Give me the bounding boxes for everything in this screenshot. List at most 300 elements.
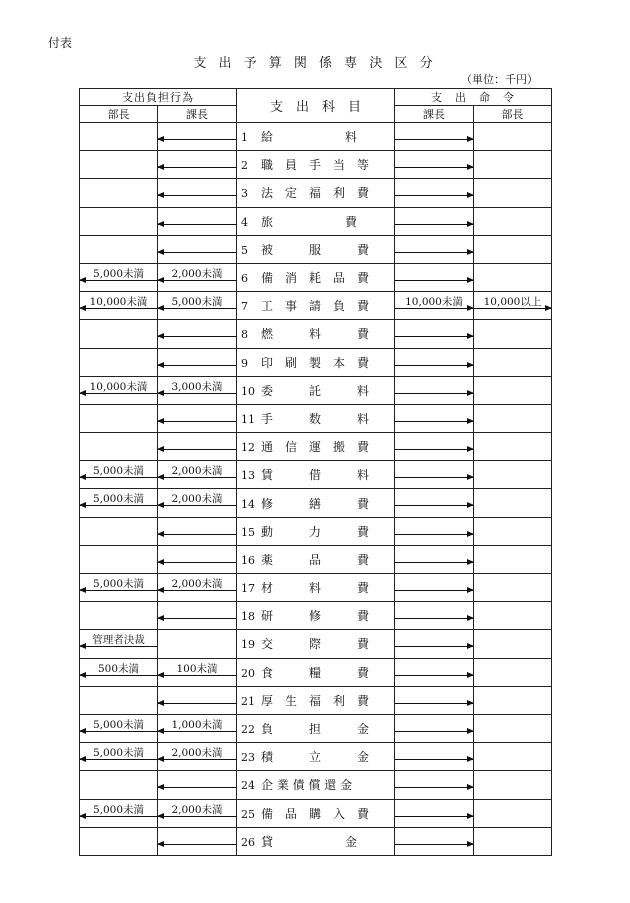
arrow-left-icon <box>158 477 236 478</box>
cell-right-kacho <box>395 602 474 630</box>
arrow-left-icon <box>158 505 236 506</box>
cell-left-bucho <box>80 151 158 179</box>
cell-left-kacho <box>158 433 237 461</box>
subject-number: 20 <box>241 666 255 680</box>
cell-right-bucho <box>474 714 552 742</box>
cell-right-kacho <box>395 461 474 489</box>
subject-number: 24 <box>241 779 255 793</box>
table-row <box>80 235 552 263</box>
arrow-left-icon <box>158 787 236 788</box>
threshold-label: 100未満 <box>176 662 218 675</box>
arrow-left-icon <box>158 421 236 422</box>
arrow-right-icon <box>395 365 473 366</box>
table-row <box>80 602 552 630</box>
cell-left-kacho <box>158 151 237 179</box>
cell-right-bucho <box>474 686 552 714</box>
cell-subject <box>237 461 395 489</box>
threshold-label: 5,000未満 <box>92 747 145 760</box>
threshold-label: 5,000未満 <box>92 803 145 816</box>
cell-right-bucho <box>474 743 552 771</box>
subject-name: 材 料 費 <box>261 581 370 596</box>
threshold-label: 5,000未満 <box>92 493 145 506</box>
cell-left-bucho <box>80 517 158 545</box>
cell-right-bucho <box>474 404 552 432</box>
arrow-left-icon <box>158 139 236 140</box>
cell-right-bucho <box>474 630 552 658</box>
cell-right-kacho <box>395 348 474 376</box>
header-left-kacho: 課長 <box>158 106 237 123</box>
arrow-right-icon <box>474 308 551 309</box>
cell-right-kacho <box>395 686 474 714</box>
cell-left-kacho <box>158 404 237 432</box>
cell-left-kacho <box>158 207 237 235</box>
subject-name: 研 修 費 <box>261 609 370 624</box>
cell-left-bucho <box>80 404 158 432</box>
cell-subject <box>237 207 395 235</box>
subject-name: 委 託 料 <box>261 383 370 398</box>
threshold-label: 10,000未満 <box>405 296 463 309</box>
cell-subject <box>237 263 395 291</box>
threshold-label: 500未満 <box>97 662 140 675</box>
subject-number: 1 <box>241 131 248 145</box>
arrow-left-icon <box>80 675 157 676</box>
arrow-right-icon <box>395 646 473 647</box>
arrow-left-icon <box>158 167 236 168</box>
table-row <box>80 433 552 461</box>
threshold-label: 10,000未満 <box>89 380 148 393</box>
arrow-left-icon <box>158 703 236 704</box>
cell-right-bucho <box>474 461 552 489</box>
cell-right-kacho <box>395 489 474 517</box>
arrow-right-icon <box>395 421 473 422</box>
subject-name: 薬 品 費 <box>261 552 370 567</box>
arrow-left-icon <box>80 759 157 760</box>
cell-left-bucho <box>80 489 158 517</box>
cell-subject <box>237 235 395 263</box>
cell-right-kacho <box>395 263 474 291</box>
cell-right-bucho <box>474 376 552 404</box>
cell-left-kacho <box>158 123 237 151</box>
table-row <box>80 771 552 799</box>
cell-subject <box>237 743 395 771</box>
cell-left-kacho <box>158 235 237 263</box>
cell-right-kacho <box>395 376 474 404</box>
subject-number: 5 <box>241 243 248 257</box>
page-title: 支 出 予 算 関 係 専 決 区 分 <box>193 56 437 71</box>
subject-name: 通 信 運 搬 費 <box>261 440 370 455</box>
arrow-left-icon <box>158 534 236 535</box>
cell-left-bucho <box>80 686 158 714</box>
arrow-left-icon <box>80 590 157 591</box>
arrow-right-icon <box>395 280 473 281</box>
arrow-left-icon <box>158 195 236 196</box>
arrow-left-icon <box>158 590 236 591</box>
table-row <box>80 404 552 432</box>
subject-name: 企 業 債 償 還 金 <box>261 778 353 793</box>
cell-right-bucho <box>474 517 552 545</box>
arrow-left-icon <box>80 308 157 309</box>
arrow-left-icon <box>158 759 236 760</box>
subject-number: 17 <box>241 582 255 596</box>
arrow-left-icon <box>158 336 236 337</box>
cell-right-kacho <box>395 574 474 602</box>
cell-right-bucho <box>474 574 552 602</box>
cell-right-kacho <box>395 123 474 151</box>
cell-left-bucho <box>80 799 158 827</box>
subject-name: 被 服 費 <box>261 242 370 257</box>
header-right-bucho: 部長 <box>474 106 552 123</box>
threshold-label: 5,000未満 <box>92 267 145 280</box>
cell-right-kacho <box>395 207 474 235</box>
cell-left-kacho <box>158 686 237 714</box>
cell-subject <box>237 348 395 376</box>
cell-subject <box>237 123 395 151</box>
cell-subject <box>237 799 395 827</box>
subject-name: 動 力 費 <box>261 524 370 539</box>
cell-subject <box>237 292 395 320</box>
arrow-right-icon <box>395 534 473 535</box>
cell-right-bucho <box>474 771 552 799</box>
header-expenditure-commitment: 支出負担行為 <box>80 89 237 106</box>
table-row <box>80 686 552 714</box>
threshold-label: 2,000未満 <box>171 493 223 506</box>
cell-subject <box>237 771 395 799</box>
cell-right-kacho <box>395 517 474 545</box>
arrow-left-icon <box>80 646 157 647</box>
subject-name: 負 担 金 <box>261 722 370 737</box>
cell-subject <box>237 433 395 461</box>
arrow-right-icon <box>395 787 473 788</box>
cell-right-bucho <box>474 602 552 630</box>
cell-right-bucho <box>474 433 552 461</box>
arrow-right-icon <box>395 167 473 168</box>
arrow-left-icon <box>158 393 236 394</box>
table-row <box>80 292 552 320</box>
threshold-label: 5,000未満 <box>92 465 145 478</box>
subject-name: 工 事 請 負 費 <box>261 299 370 314</box>
subject-name: 賃 借 料 <box>261 468 370 483</box>
cell-right-kacho <box>395 630 474 658</box>
cell-right-bucho <box>474 151 552 179</box>
header-subject: 支 出 科 目 <box>237 89 395 123</box>
cell-right-kacho <box>395 714 474 742</box>
cell-left-kacho <box>158 714 237 742</box>
cell-left-bucho <box>80 545 158 573</box>
cell-right-bucho <box>474 263 552 291</box>
subject-number: 13 <box>241 469 255 483</box>
cell-left-kacho <box>158 602 237 630</box>
table-row <box>80 123 552 151</box>
cell-subject <box>237 574 395 602</box>
cell-left-bucho <box>80 461 158 489</box>
cell-left-bucho <box>80 263 158 291</box>
arrow-left-icon <box>80 280 157 281</box>
subject-name: 印 刷 製 本 費 <box>261 355 370 370</box>
cell-right-bucho <box>474 179 552 207</box>
header-right-kacho: 課長 <box>395 106 474 123</box>
subject-number: 8 <box>241 328 248 342</box>
table-row <box>80 348 552 376</box>
arrow-right-icon <box>395 449 473 450</box>
subject-name: 厚 生 福 利 費 <box>261 693 370 708</box>
threshold-label: 5,000未満 <box>92 718 145 731</box>
arrow-left-icon <box>158 816 236 817</box>
cell-subject <box>237 179 395 207</box>
subject-number: 18 <box>241 610 255 624</box>
subject-name: 職 員 手 当 等 <box>261 158 370 173</box>
cell-left-bucho <box>80 827 158 855</box>
arrow-right-icon <box>395 139 473 140</box>
threshold-label: 2,000未満 <box>171 578 223 590</box>
table-row <box>80 320 552 348</box>
subject-number: 12 <box>241 441 255 455</box>
cell-right-bucho <box>474 489 552 517</box>
cell-left-bucho <box>80 771 158 799</box>
table-row <box>80 743 552 771</box>
arrow-left-icon <box>158 224 236 225</box>
arrow-right-icon <box>395 844 473 845</box>
table-row <box>80 263 552 291</box>
subject-number: 6 <box>241 272 248 286</box>
cell-left-kacho <box>158 799 237 827</box>
cell-left-kacho <box>158 461 237 489</box>
table-row <box>80 179 552 207</box>
arrow-left-icon <box>158 449 236 450</box>
cell-right-bucho <box>474 799 552 827</box>
cell-right-kacho <box>395 658 474 686</box>
cell-subject <box>237 630 395 658</box>
arrow-left-icon <box>158 844 236 845</box>
cell-right-kacho <box>395 743 474 771</box>
cell-subject <box>237 686 395 714</box>
cell-subject <box>237 376 395 404</box>
table-row <box>80 207 552 235</box>
threshold-label: 2,000未満 <box>171 747 223 760</box>
cell-right-bucho <box>474 658 552 686</box>
cell-left-kacho <box>158 574 237 602</box>
threshold-label: 5,000未満 <box>171 296 223 309</box>
threshold-label: 3,000未満 <box>171 380 223 393</box>
table-body <box>80 123 552 856</box>
cell-left-kacho <box>158 630 237 658</box>
cell-left-bucho <box>80 320 158 348</box>
arrow-left-icon <box>158 618 236 619</box>
cell-left-kacho <box>158 545 237 573</box>
cell-subject <box>237 658 395 686</box>
arrow-left-icon <box>158 308 236 309</box>
cell-right-kacho <box>395 179 474 207</box>
arrow-right-icon <box>395 195 473 196</box>
table-row <box>80 574 552 602</box>
cell-right-bucho <box>474 207 552 235</box>
threshold-label: 2,000未満 <box>171 267 223 280</box>
subject-name: 貸 金 <box>261 834 358 849</box>
arrow-left-icon <box>80 816 157 817</box>
annex-label: 付表 <box>48 36 73 50</box>
cell-subject <box>237 320 395 348</box>
arrow-left-icon <box>158 675 236 676</box>
threshold-label: 1,000未満 <box>171 718 223 731</box>
subject-name: 食 糧 費 <box>261 665 370 680</box>
arrow-left-icon <box>80 477 157 478</box>
subject-number: 4 <box>241 215 248 229</box>
subject-number: 11 <box>241 412 255 426</box>
subject-name: 備 品 購 入 費 <box>261 806 370 821</box>
cell-left-kacho <box>158 348 237 376</box>
threshold-label: 5,000未満 <box>92 578 145 590</box>
arrow-right-icon <box>395 618 473 619</box>
table-row <box>80 658 552 686</box>
cell-left-kacho <box>158 179 237 207</box>
cell-left-kacho <box>158 263 237 291</box>
threshold-label: 管理者決裁 <box>92 634 145 647</box>
arrow-left-icon <box>80 505 157 506</box>
cell-subject <box>237 404 395 432</box>
cell-right-kacho <box>395 799 474 827</box>
cell-left-bucho <box>80 348 158 376</box>
table-row <box>80 489 552 517</box>
subject-number: 15 <box>241 525 255 539</box>
cell-right-kacho <box>395 404 474 432</box>
arrow-right-icon <box>395 505 473 506</box>
subject-name: 備 消 耗 品 費 <box>261 271 370 286</box>
cell-left-bucho <box>80 123 158 151</box>
cell-subject <box>237 517 395 545</box>
cell-left-bucho <box>80 376 158 404</box>
unit-note: （単位：千円） <box>461 73 538 86</box>
cell-left-bucho <box>80 602 158 630</box>
table-row <box>80 630 552 658</box>
table-row <box>80 151 552 179</box>
arrow-left-icon <box>80 393 157 394</box>
subject-number: 22 <box>241 723 255 737</box>
cell-left-bucho <box>80 658 158 686</box>
cell-right-kacho <box>395 771 474 799</box>
header-payment-order: 支 出 命 令 <box>395 89 552 106</box>
cell-left-bucho <box>80 714 158 742</box>
arrow-left-icon <box>158 280 236 281</box>
subject-number: 21 <box>241 694 255 708</box>
cell-left-bucho <box>80 235 158 263</box>
cell-right-kacho <box>395 545 474 573</box>
threshold-label: 2,000未満 <box>171 465 223 478</box>
table-row <box>80 799 552 827</box>
subject-number: 7 <box>241 300 248 314</box>
subject-name: 交 際 費 <box>261 637 370 652</box>
subject-number: 14 <box>241 497 255 511</box>
cell-left-kacho <box>158 743 237 771</box>
cell-left-kacho <box>158 658 237 686</box>
cell-left-kacho <box>158 320 237 348</box>
subject-name: 修 繕 費 <box>261 496 370 511</box>
cell-subject <box>237 151 395 179</box>
cell-left-kacho <box>158 827 237 855</box>
arrow-right-icon <box>395 816 473 817</box>
table-row <box>80 545 552 573</box>
arrow-right-icon <box>395 675 473 676</box>
cell-subject <box>237 545 395 573</box>
arrow-right-icon <box>395 477 473 478</box>
subject-number: 26 <box>241 835 255 849</box>
threshold-label: 10,000未満 <box>89 296 148 309</box>
arrow-left-icon <box>158 731 236 732</box>
arrow-right-icon <box>395 759 473 760</box>
subject-name: 給 料 <box>261 130 358 145</box>
arrow-left-icon <box>158 252 236 253</box>
subject-name: 燃 料 費 <box>261 327 370 342</box>
cell-subject <box>237 827 395 855</box>
subject-number: 25 <box>241 807 255 821</box>
subject-number: 10 <box>241 384 255 398</box>
cell-right-kacho <box>395 320 474 348</box>
cell-left-bucho <box>80 292 158 320</box>
cell-right-kacho <box>395 292 474 320</box>
cell-right-bucho <box>474 292 552 320</box>
cell-left-kacho <box>158 489 237 517</box>
cell-left-bucho <box>80 574 158 602</box>
cell-right-kacho <box>395 433 474 461</box>
arrow-right-icon <box>395 590 473 591</box>
arrow-left-icon <box>158 365 236 366</box>
cell-right-kacho <box>395 827 474 855</box>
subject-number: 9 <box>241 356 248 370</box>
arrow-right-icon <box>395 703 473 704</box>
arrow-right-icon <box>395 252 473 253</box>
threshold-label: 10,000以上 <box>483 296 542 309</box>
arrow-right-icon <box>395 562 473 563</box>
subject-name: 積 立 金 <box>261 750 370 765</box>
subject-number: 3 <box>241 187 248 201</box>
subject-name: 法 定 福 利 費 <box>261 186 370 201</box>
cell-left-kacho <box>158 376 237 404</box>
cell-left-bucho <box>80 743 158 771</box>
table-row <box>80 714 552 742</box>
cell-subject <box>237 602 395 630</box>
cell-right-bucho <box>474 235 552 263</box>
cell-right-kacho <box>395 235 474 263</box>
subject-number: 19 <box>241 638 255 652</box>
cell-right-kacho <box>395 151 474 179</box>
cell-left-bucho <box>80 179 158 207</box>
cell-subject <box>237 489 395 517</box>
cell-left-kacho <box>158 517 237 545</box>
table-row <box>80 517 552 545</box>
subject-number: 16 <box>241 553 255 567</box>
arrow-right-icon <box>395 224 473 225</box>
arrow-right-icon <box>395 336 473 337</box>
arrow-right-icon <box>395 308 473 309</box>
subject-name: 旅 費 <box>261 214 358 229</box>
subject-number: 23 <box>241 751 255 765</box>
cell-right-bucho <box>474 348 552 376</box>
cell-left-bucho <box>80 630 158 658</box>
arrow-left-icon <box>80 731 157 732</box>
cell-right-bucho <box>474 320 552 348</box>
header-left-bucho: 部長 <box>80 106 158 123</box>
cell-left-bucho <box>80 207 158 235</box>
subject-name: 手 数 料 <box>261 411 370 426</box>
table-row <box>80 376 552 404</box>
table-row <box>80 827 552 855</box>
arrow-right-icon <box>395 731 473 732</box>
table-row <box>80 461 552 489</box>
cell-subject <box>237 714 395 742</box>
threshold-label: 2,000未満 <box>171 803 223 816</box>
arrow-right-icon <box>395 393 473 394</box>
subject-number: 2 <box>241 159 248 173</box>
cell-right-bucho <box>474 827 552 855</box>
arrow-left-icon <box>158 562 236 563</box>
